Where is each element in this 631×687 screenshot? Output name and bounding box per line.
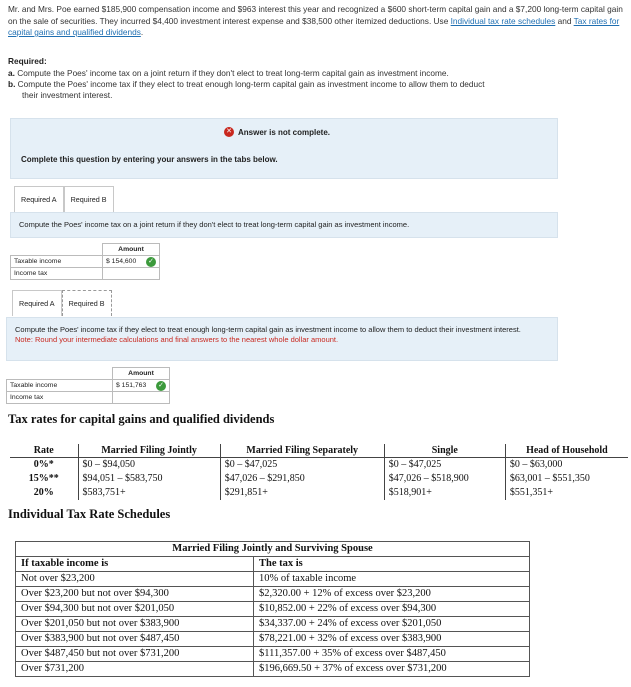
bracket-range: Not over $23,200 <box>16 572 254 587</box>
schedule-col1-header: If taxable income is <box>16 557 254 572</box>
part-a-income-tax-input[interactable] <box>103 268 160 280</box>
part-b-note: Note: Round your intermediate calculations and final answers to the nearest whole dollar amount. <box>15 335 339 344</box>
tabs-b <box>12 290 112 316</box>
part-a-panel <box>10 212 558 238</box>
required-a-text: Compute the Poes' income tax on a joint return if they don't elect to treat long-term capital gain as investment income. <box>14 68 449 78</box>
table-row <box>11 268 160 280</box>
cg-rates-table <box>10 444 628 500</box>
bracket-tax: $34,337.00 + 24% of excess over $201,050 <box>254 617 530 632</box>
cg-rate: 0%* <box>10 458 78 473</box>
cg-hoh: $0 – $63,000 <box>509 459 563 470</box>
tab-required-b[interactable]: Required B <box>62 290 112 316</box>
required-b-cont: their investment interest. <box>22 90 113 100</box>
cg-rate: 15%** <box>10 472 78 486</box>
table-row <box>10 458 628 473</box>
cg-mfj: $583,751+ <box>78 486 220 500</box>
required-b-label: b. <box>8 79 16 89</box>
part-b-table <box>6 367 170 404</box>
answer-status-text: Answer is not complete. <box>238 127 331 137</box>
bracket-tax: 10% of taxable income <box>254 572 530 587</box>
cg-header-mfs: Married Filing Separately <box>220 444 384 458</box>
table-row <box>16 602 530 617</box>
check-icon: ✓ <box>146 257 156 267</box>
tab-required-a[interactable]: Required A <box>14 186 64 212</box>
table-row <box>16 647 530 662</box>
table-row <box>10 486 628 500</box>
cg-header-hoh: Head of Household <box>505 444 628 458</box>
bracket-tax: $10,852.00 + 22% of excess over $94,300 <box>254 602 530 617</box>
answer-instruction: Complete this question by entering your answers in the tabs below. <box>21 155 278 164</box>
cg-mfs: $47,026 – $291,850 <box>220 472 384 486</box>
required-b-text: Compute the Poes' income tax if they elect to treat enough long-term capital gain as investment income to allow them to deduct <box>15 79 485 89</box>
table-row <box>11 256 160 268</box>
cg-header-rate: Rate <box>10 444 78 458</box>
bracket-range: Over $94,300 but not over $201,050 <box>16 602 254 617</box>
part-b-amount-header: Amount <box>113 368 170 380</box>
part-b-prompt: Compute the Poes' income tax if they elect to treat enough long-term capital gain as investment income to allow them to deduct their investment interest. <box>15 325 521 334</box>
problem-body: Mr. and Mrs. Poe earned $185,900 compensation income and $963 interest this year and recognized a $600 short-term capital gain and a $7,200 long-term capital gain on the sale of securities. They incurred $4,400 investment interest expense and $38,500 other itemized deductions. Use <box>8 4 623 26</box>
part-a-row-label: Income tax <box>11 268 103 280</box>
currency-symbol: $ <box>116 382 120 389</box>
schedule-table-title: Married Filing Jointly and Surviving Spouse <box>16 542 530 557</box>
table-row <box>16 662 530 677</box>
cg-mfs: $291,851+ <box>220 486 384 500</box>
bracket-tax: $78,221.00 + 32% of excess over $383,900 <box>254 632 530 647</box>
part-a-header-blank <box>11 244 103 256</box>
required-b <box>8 79 626 90</box>
part-b-income-tax-input[interactable] <box>113 392 170 404</box>
part-b-taxable-income-input[interactable]: 151,763 <box>121 382 147 389</box>
cg-header-mfj: Married Filing Jointly <box>78 444 220 458</box>
part-a-taxable-income-cell[interactable] <box>103 256 160 268</box>
answer-status <box>224 127 330 137</box>
problem-mid: and <box>555 15 574 26</box>
part-b-taxable-income-cell[interactable] <box>113 380 170 392</box>
error-icon: ✕ <box>224 127 234 137</box>
table-row <box>16 617 530 632</box>
part-b-row-label: Taxable income <box>7 380 113 392</box>
required-title: Required: <box>8 56 47 66</box>
bracket-tax: $111,357.00 + 35% of excess over $487,450 <box>254 647 530 662</box>
table-row <box>7 380 170 392</box>
table-row <box>10 472 628 486</box>
part-a-taxable-income-input[interactable]: 154,600 <box>111 258 137 265</box>
part-b-panel <box>6 317 558 361</box>
cg-mfj: $94,051 – $583,750 <box>78 472 220 486</box>
problem-text <box>8 4 626 39</box>
part-b-row-label: Income tax <box>7 392 113 404</box>
table-row <box>7 392 170 404</box>
cg-rates-title: Tax rates for capital gains and qualified dividends <box>8 412 275 426</box>
schedule-table <box>15 541 530 677</box>
bracket-tax: $2,320.00 + 12% of excess over $23,200 <box>254 587 530 602</box>
part-a-table <box>10 243 160 280</box>
cg-rate: 20% <box>10 486 78 500</box>
part-b-header-blank <box>7 368 113 380</box>
cg-single: $0 – $47,025 <box>384 458 505 473</box>
table-row <box>16 587 530 602</box>
bracket-range: Over $487,450 but not over $731,200 <box>16 647 254 662</box>
required-a-label: a. <box>8 68 15 78</box>
part-a-amount-header: Amount <box>103 244 160 256</box>
answer-status-box <box>10 118 558 179</box>
tabs-a <box>14 186 114 212</box>
part-a-prompt: Compute the Poes' income tax on a joint return if they don't elect to treat long-term capital gain as investment income. <box>19 220 410 229</box>
part-a-row-label: Taxable income <box>11 256 103 268</box>
schedule-col2-header: The tax is <box>254 557 530 572</box>
cg-mfj: $0 – $94,050 <box>78 458 220 473</box>
check-icon: ✓ <box>156 381 166 391</box>
tax-rate-schedules-link[interactable]: Individual tax rate schedules <box>450 15 556 26</box>
cg-single: $47,026 – $518,900 <box>384 472 505 486</box>
schedules-title: Individual Tax Rate Schedules <box>8 507 171 521</box>
table-row <box>16 572 530 587</box>
bracket-range: Over $383,900 but not over $487,450 <box>16 632 254 647</box>
bracket-range: Over $23,200 but not over $94,300 <box>16 587 254 602</box>
required-a <box>8 68 626 79</box>
cg-mfs: $0 – $47,025 <box>220 458 384 473</box>
currency-symbol: $ <box>106 258 110 265</box>
capital-gains-rates-link[interactable]: Tax rates for capital gains and qualified dividends <box>8 15 620 37</box>
cg-single: $518,901+ <box>384 486 505 500</box>
required-list <box>8 68 626 101</box>
cg-hoh: $551,351+ <box>509 487 553 498</box>
cg-hoh: $63,001 – $551,350 <box>509 473 590 484</box>
tab-required-a[interactable]: Required A <box>12 290 62 316</box>
table-row <box>16 632 530 647</box>
bracket-range: Over $731,200 <box>16 662 254 677</box>
bracket-tax: $196,669.50 + 37% of excess over $731,200 <box>254 662 530 677</box>
problem-end: . <box>140 27 144 37</box>
cg-header-single: Single <box>384 444 505 458</box>
tab-required-b[interactable]: Required B <box>64 186 114 212</box>
bracket-range: Over $201,050 but not over $383,900 <box>16 617 254 632</box>
